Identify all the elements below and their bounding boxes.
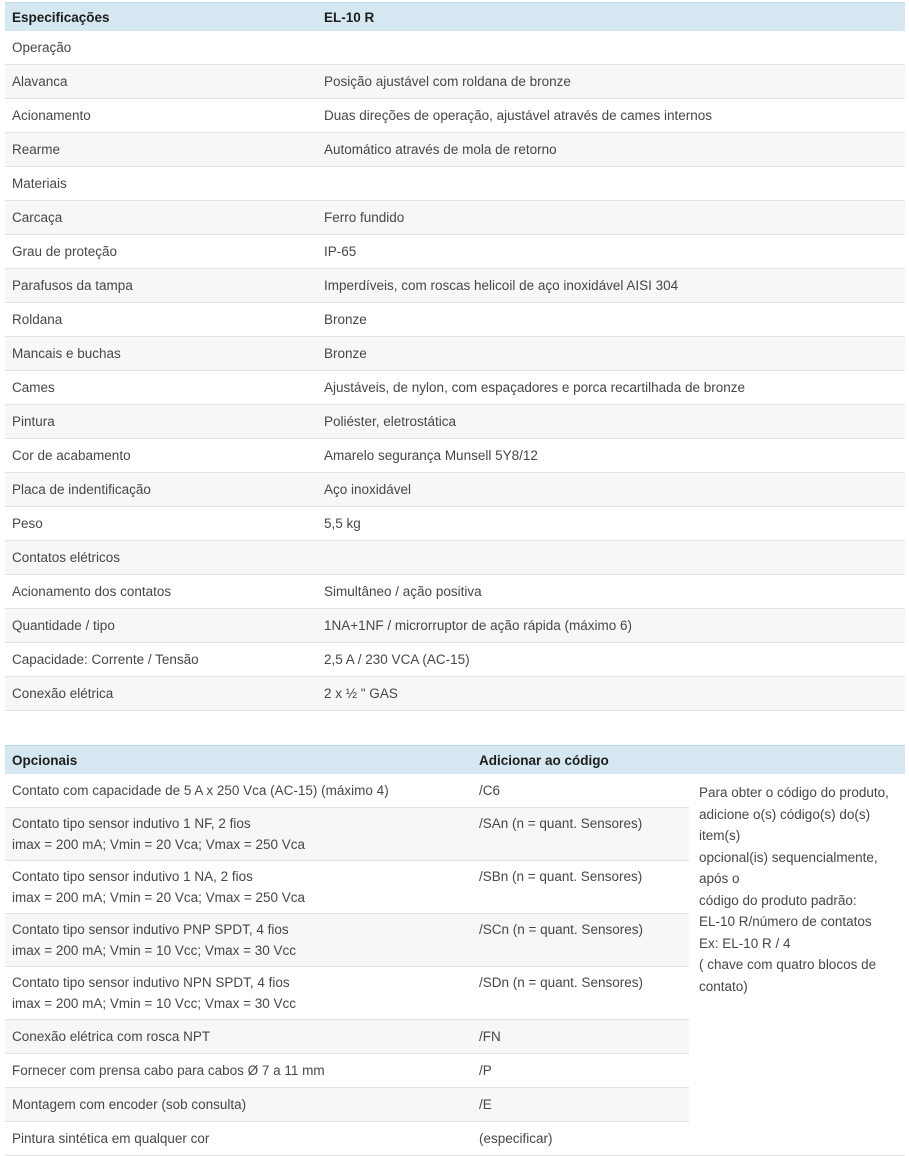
option-description-cell [5, 861, 472, 914]
spec-row-label: Placa de indentificação [5, 473, 317, 507]
options-header-row [5, 746, 905, 775]
spec-row-value: 5,5 kg [317, 507, 905, 541]
spec-row [5, 541, 905, 575]
specifications-header-label: Especificações [5, 3, 317, 32]
spec-row-label: Mancais e buchas [5, 337, 317, 371]
spec-row-value: 2 x ½ " GAS [317, 677, 905, 711]
spec-row-value: Duas direções de operação, ajustável através de cames internos [317, 99, 905, 133]
tables-gap [5, 711, 905, 745]
spec-row-value: Bronze [317, 337, 905, 371]
ordering-code-note-line: Para obter o código do produto, [699, 785, 889, 800]
options-table [5, 745, 905, 1156]
option-code: /SAn (n = quant. Sensores) [472, 808, 689, 861]
option-code: /E [472, 1088, 689, 1122]
spec-row-value: Aço inoxidável [317, 473, 905, 507]
spec-row-value: Automático através de mola de retorno [317, 133, 905, 167]
option-description: Contato com capacidade de 5 A x 250 Vca (AC-15) (máximo 4) [12, 783, 389, 798]
spec-row-value: Ferro fundido [317, 201, 905, 235]
ordering-code-note-line: Ex: EL-10 R / 4 [699, 935, 791, 951]
option-code: /SCn (n = quant. Sensores) [472, 914, 689, 967]
option-electrical-limits: imax = 200 mA; Vmin = 20 Vca; Vmax = 250 Vca [12, 890, 306, 905]
option-description-cell [5, 1020, 472, 1054]
spec-row-label: Pintura [5, 405, 317, 439]
ordering-code-note-line: ( chave com quatro blocos de contato) [699, 957, 877, 994]
spec-row [5, 201, 905, 235]
spec-row-value [317, 541, 905, 575]
option-description: Contato tipo sensor indutivo 1 NA, 2 fios [12, 869, 253, 884]
spec-row-label: Carcaça [5, 201, 317, 235]
ordering-code-note-line: código do produto padrão: [699, 892, 857, 908]
spec-row-label: Contatos elétricos [5, 541, 317, 575]
option-description: Contato tipo sensor indutivo 1 NF, 2 fios [12, 816, 251, 831]
option-description: Montagem com encoder (sob consulta) [12, 1097, 247, 1112]
spec-row-label: Rearme [5, 133, 317, 167]
spec-row [5, 303, 905, 337]
option-code: /C6 [472, 774, 689, 808]
option-description-cell [5, 808, 472, 861]
spec-row-value: 2,5 A / 230 VCA (AC-15) [317, 643, 905, 677]
spec-row-label: Quantidade / tipo [5, 609, 317, 643]
spec-row-value: IP-65 [317, 235, 905, 269]
spec-row-value: Poliéster, eletrostática [317, 405, 905, 439]
spec-row-label: Peso [5, 507, 317, 541]
spec-row-value: Imperdíveis, com roscas helicoil de aço inoxidável AISI 304 [317, 269, 905, 303]
spec-row-value: Posição ajustável com roldana de bronze [317, 65, 905, 99]
spec-row-label: Materiais [5, 167, 317, 201]
spec-row [5, 167, 905, 201]
spec-row [5, 371, 905, 405]
option-description: Fornecer com prensa cabo para cabos Ø 7 a 11 mm [12, 1063, 325, 1078]
option-electrical-limits: imax = 200 mA; Vmin = 10 Vcc; Vmax = 30 Vcc [12, 943, 296, 958]
spec-row-label: Grau de proteção [5, 235, 317, 269]
option-description: Conexão elétrica com rosca NPT [12, 1029, 211, 1044]
spec-row [5, 31, 905, 65]
options-header-empty [689, 746, 905, 775]
option-description-cell [5, 1088, 472, 1122]
option-description-cell [5, 1122, 472, 1156]
spec-row-label: Cames [5, 371, 317, 405]
ordering-code-note-line: adicione o(s) código(s) do(s) item(s) [699, 806, 871, 843]
option-code: /P [472, 1054, 689, 1088]
option-description: Contato tipo sensor indutivo NPN SPDT, 4 fios [12, 975, 290, 990]
ordering-code-note [689, 774, 905, 1156]
option-description-cell [5, 914, 472, 967]
option-code: /SBn (n = quant. Sensores) [472, 861, 689, 914]
spec-row [5, 337, 905, 371]
ordering-code-note-line: EL-10 R/número de contatos [699, 914, 872, 929]
spec-row-value: Ajustáveis, de nylon, com espaçadores e porca recartilhada de bronze [317, 371, 905, 405]
spec-row-label: Alavanca [5, 65, 317, 99]
option-description-cell [5, 967, 472, 1020]
option-electrical-limits: imax = 200 mA; Vmin = 10 Vcc; Vmax = 30 Vcc [12, 996, 296, 1011]
ordering-code-note-line: opcional(is) sequencialmente, após o [699, 849, 878, 886]
spec-row [5, 643, 905, 677]
spec-row [5, 269, 905, 303]
option-description: Contato tipo sensor indutivo PNP SPDT, 4 fios [12, 922, 289, 937]
option-code: /SDn (n = quant. Sensores) [472, 967, 689, 1020]
option-electrical-limits: imax = 200 mA; Vmin = 20 Vca; Vmax = 250 Vca [12, 837, 306, 852]
spec-row [5, 609, 905, 643]
spec-row [5, 677, 905, 711]
spec-row-label: Roldana [5, 303, 317, 337]
spec-row-value: Amarelo segurança Munsell 5Y8/12 [317, 439, 905, 473]
spec-row-label: Operação [5, 31, 317, 65]
options-header-label: Opcionais [5, 746, 472, 775]
option-row [5, 774, 905, 808]
spec-row-value: Bronze [317, 303, 905, 337]
spec-row [5, 133, 905, 167]
option-code: /FN [472, 1020, 689, 1054]
options-table-body [5, 774, 905, 1156]
spec-row [5, 439, 905, 473]
spec-row [5, 405, 905, 439]
spec-row-value [317, 167, 905, 201]
option-description-cell [5, 774, 472, 808]
spec-row [5, 99, 905, 133]
specifications-table-body [5, 31, 905, 711]
spec-row-label: Capacidade: Corrente / Tensão [5, 643, 317, 677]
specifications-header-row [5, 3, 905, 32]
spec-row-label: Acionamento [5, 99, 317, 133]
spec-row-value: Simultâneo / ação positiva [317, 575, 905, 609]
spec-row [5, 65, 905, 99]
options-header-code: Adicionar ao código [472, 746, 689, 775]
spec-row-label: Cor de acabamento [5, 439, 317, 473]
spec-row-value [317, 31, 905, 65]
spec-row [5, 235, 905, 269]
spec-row-label: Acionamento dos contatos [5, 575, 317, 609]
spec-row [5, 473, 905, 507]
option-description: Pintura sintética em qualquer cor [12, 1131, 210, 1146]
specifications-header-model: EL-10 R [317, 3, 905, 32]
spec-row [5, 507, 905, 541]
spec-row [5, 575, 905, 609]
option-code: (especificar) [472, 1122, 689, 1156]
spec-row-label: Parafusos da tampa [5, 269, 317, 303]
spec-row-label: Conexão elétrica [5, 677, 317, 711]
spec-row-value: 1NA+1NF / microrruptor de ação rápida (máximo 6) [317, 609, 905, 643]
specifications-table [5, 2, 905, 711]
option-description-cell [5, 1054, 472, 1088]
